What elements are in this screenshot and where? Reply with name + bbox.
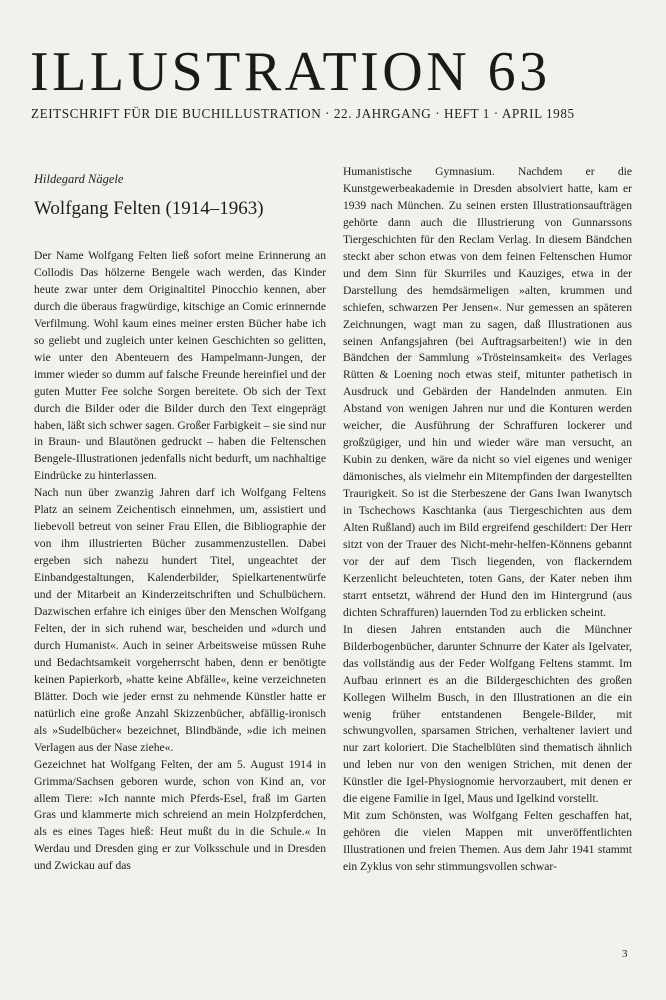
paragraph: Humanistische Gymnasium. Nachdem er die Kunstgewerbeakademie in Dresden absolviert hatte, kam er 1939 nach München. Zu seinen ersten Illustrationsaufträgen gehörte dann auch die Illustrierung von Gunnarssons Tiergeschichten für den Reclam Verlag. In diesem Bändchen steckt aber schon etwas von dem feinen Feltenschen Humor und dem Sinn für Skurriles und Kauziges, etwa in der Darstellung des hemdsärmeligen »alten, krummen und schiefen, schwarzen Per Jensen«. Nur gemessen an späteren Zeichnungen, wagt man zu sagen, daß Illustrationen aus seinen Anfangsjahren (bei Auftragsarbeiten!) wie in den Bändchen der Sammlung »Trösteinsamkeit« des Verlages Rütten & Loening noch etwas steif, mitunter pathetisch in Ausdruck und Gebärden der Handelnden anmuten. Ein Abstand von wenigen Jahren nur und die Konturen werden weicher, die Ausführung der Schraffuren lockerer und großzügiger, und hin und wieder wäre man versucht, an Kubin zu denken, wäre da nicht so viel eigenes und weniger dämonisches, als vielmehr ein Mitempfinden der dargestellten Traurigkeit. So ist die Sterbeszene der Gans Iwan Iwanytsch in Tschechows Kaschtanka (aus Tiergeschichten aus dem Alten Rußland) auch im Bild ergreifend geschildert: Der Herr sitzt von der Trauer des Nicht-mehr-helfen-Könnens gebannt vor der auf dem Tisch liegenden, von flackerndem Kerzenlicht beleuchteten, toten Gans, der Kater neben ihm starrt entsetzt, während der Hund den im Hintergrund (aus dichten Schraffuren) lauernden Tod zu erblicken scheint. [343, 165, 632, 619]
article-title: Wolfgang Felten (1914–1963) [34, 198, 264, 219]
paragraph: Der Name Wolfgang Felten ließ sofort meine Erinnerung an Collodis Das hölzerne Bengele wach werden, das Kinder heute zwar unter dem Originaltitel Pinocchio kennen, aber durch die überaus fragwürdige, kitschige an Comic erinnernde Verfilmung. Wohl kaum eines meiner ersten Bücher habe ich so geliebt und zugleich unter keinen Geschichten so gelitten, wie unter den Abenteuern des Hampelmann-Jungen, der immer wieder so dumm auf falsche Freunde hereinfiel und der guten Mutter Fee solche Sorgen bereitete. Ob sich der Text durch die Bilder oder die Bilder durch den Text eingeprägt haben, läßt sich schwer sagen. Großer Farbigkeit – sie sind nur in Braun- und Blautönen gedruckt – haben die Feltenschen Bengele-Illustrationen jedenfalls nicht bedurft, um nachhaltige Eindrücke zu hinterlassen. [34, 249, 326, 483]
masthead-subtitle: ZEITSCHRIFT FÜR DIE BUCHILLUSTRATION · 22. JAHRGANG · HEFT 1 · APRIL 1985 [31, 106, 575, 121]
page-number: 3 [622, 948, 628, 960]
left-column [34, 248, 326, 875]
masthead-title: ILLUSTRATION 63 [30, 41, 551, 103]
article-author: Hildegard Nägele [34, 172, 124, 186]
paragraph: Mit zum Schönsten, was Wolfgang Felten geschaffen hat, gehören die vielen Mappen mit unveröffentlichten Illustrationen und freien Themen. Aus dem Jahr 1941 stammt ein Zyklus von sehr stimmungsvollen schwar- [343, 809, 632, 874]
paragraph: Nach nun über zwanzig Jahren darf ich Wolfgang Feltens Platz an seinem Zeichentisch einnehmen, um, assistiert und liebevoll betreut von seiner Frau Ellen, die Bibliographie der von ihm illustrierten Bücher zusammenzustellen. Dabei ergeben sich nahezu hundert Titel, ungeachtet der Einbandgestaltungen, Kalenderbilder, Spielkartenentwürfe und der Mitarbeit an Kinderzeitschriften und Schulbüchern. Dazwischen erfahre ich einiges über den Menschen Wolfgang Felten, der in sich ruhend war, bescheiden und »durch und durch Humanist«. Auch in seiner Arbeitsweise müssen Ruhe und Bedachtsamkeit vorgeherrscht haben, denn er benötigte keinen Papierkorb, »hatte keine Abfälle«, keine verzeichneten Blätter. Doch wie jeder ernst zu nehmende Künstler hatte er natürlich eine große Anzahl Skizzenbücher, abfällig-ironisch als »Sudelbücher« bezeichnet, Blindbände, »die ich meinen Verlagen aus der Nase ziehe«. [34, 486, 326, 754]
right-column [343, 164, 632, 876]
paragraph: Gezeichnet hat Wolfgang Felten, der am 5. August 1914 in Grimma/Sachsen geboren wurde, schon von Kind an, vor allem Tiere: »Ich nannte mich Pferds-Esel, fraß im Garten Gras und klammerte mich schreiend an mein Holzpferdchen, als es eines Tages hieß: Heut mußt du in die Schule.« In Werdau und Dresden ging er zur Volksschule und in Dresden und Zwickau auf das [34, 757, 326, 873]
paragraph: In diesen Jahren entstanden auch die Münchner Bilderbogenbücher, darunter Schnurre der Kater als Igelvater, das vollständig aus der Feder Wolfgang Feltens stammt. Im Aufbau erinnert es an die Bildergeschichten des großen Kollegen Wilhelm Busch, in den Illustrationen an die ein wenig früher entstandenen Bengele-Bilder, mit schwungvollen, sparsamen Strichen, verhaltener laviert und nur zart koloriert. Die Stachelblüten sind thematisch ähnlich und leben nur von den wenigen Strichen, mit denen der Künstler die Igel-Physiognomie hervorzaubert, mit denen er die eigene Familie in Igel, Maus und Igelkind vorstellt. [343, 622, 632, 806]
